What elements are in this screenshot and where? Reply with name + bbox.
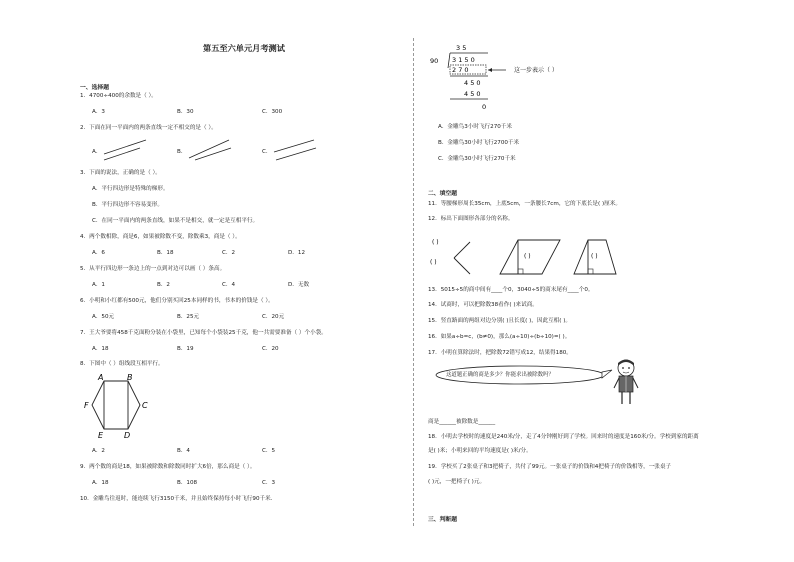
q6-option-b[interactable]: B．25元 <box>177 314 200 320</box>
q9-stem: 9．两个数的商是18，如果被除数和除数同时扩大6倍，那么商是（ ）。 <box>80 464 256 470</box>
q8-hexagon-figure <box>84 371 156 443</box>
q9-option-c[interactable]: C．3 <box>262 480 276 486</box>
q7-option-c[interactable]: C．20 <box>262 346 279 352</box>
q2-option-a[interactable]: A． <box>92 149 102 155</box>
q2-lines-a <box>100 136 150 162</box>
division-final: 0 <box>482 103 487 111</box>
q13-text: 13．5015÷5的商中间有____个0，3040÷5的商末尾有____个0。 <box>428 287 594 293</box>
q3-option-a[interactable]: A．平行四边形是特殊的梯形。 <box>92 186 169 192</box>
q2-stem: 2．下面在同一平面内的两条直线一定不相交的是（ ）。 <box>80 125 217 131</box>
q3-option-c[interactable]: C．在同一平面内的两条直线，如果不是相交，就一定是互相平行。 <box>92 218 259 224</box>
q4-stem: 4．两个数相除，商是6，如果被除数不变，除数乘3，商是（ ）。 <box>80 234 241 240</box>
q2-option-b[interactable]: B． <box>177 149 187 155</box>
q12-blank-4: ( ) <box>591 253 598 260</box>
q8-label-d: D <box>124 431 131 440</box>
q4-option-a[interactable]: A．6 <box>92 250 105 256</box>
q5-option-c[interactable]: C．4 <box>222 282 236 288</box>
q8-stem: 8．下图中（ ）组线段互相平行。 <box>80 361 164 367</box>
division-step2: 4 5 0 <box>464 90 481 98</box>
q19-line1: 19．学校买了2张桌子和3把椅子，共付了99元。一张桌子的价钱和4把椅子的价钱相等，一张桌子 <box>428 464 672 470</box>
q10-option-b[interactable]: B．金雕鸟30小时飞行2700千米 <box>438 140 520 146</box>
q3-option-b[interactable]: B．平行四边形不容易变形。 <box>92 202 163 208</box>
q10-option-a[interactable]: A．金雕鸟3小时飞行270千米 <box>438 124 513 130</box>
q2-lines-b <box>185 136 235 162</box>
q6-stem: 6．小明和小红都有500元，他们分别买回25本同样的书，书本的价钱是（ ）。 <box>80 298 274 304</box>
q15-text: 15．竖直路面的两组对边分别( )且长度( )，因此互相( )。 <box>428 318 572 324</box>
q18-line1: 18．小明去学校时的速度是240米/分，走了4分钟刚好到了学校。回来时的速度是160米/分。学校到家的距离 <box>428 434 699 440</box>
q5-stem: 5．从平行四边形一条边上的一点到对边可以画（ ）条高。 <box>80 266 226 272</box>
q1-option-a[interactable]: A．3 <box>92 109 105 115</box>
q9-option-b[interactable]: B．108 <box>177 480 198 486</box>
q2-lines-c <box>270 136 320 162</box>
q7-option-b[interactable]: B．19 <box>177 346 194 352</box>
section-judge-heading: 三、判断题 <box>428 517 457 523</box>
q8-label-c: C <box>142 401 148 410</box>
boy-illustration <box>612 358 640 406</box>
q16-text: 16．如果a÷b=c，(b≠0)，那么(a÷10)÷(b÷10)=( )。 <box>428 334 571 340</box>
section-choice-heading: 一、选择题 <box>80 85 109 91</box>
q19-line2: ( )元，一把椅子( )元。 <box>428 479 486 485</box>
division-dividend: 3 1 5 0 <box>452 56 475 64</box>
q11-text: 11．等腰梯形周长35cm，上底5cm，一条腰长7cm，它的下底长是( )厘米。 <box>428 201 621 207</box>
q12-text: 12．标出下面图形各部分的名称。 <box>428 216 514 222</box>
division-note: 这一步表示（ ） <box>514 67 558 74</box>
q12-blank-2: ( ) <box>430 259 437 266</box>
q5-option-d[interactable]: D．无数 <box>288 282 310 288</box>
q6-option-a[interactable]: A．50元 <box>92 314 115 320</box>
q9-option-a[interactable]: A．18 <box>92 480 109 486</box>
division-remainder1: 4 5 0 <box>464 79 481 87</box>
q18-line2: 是( )米；小明来回的平均速度是( )米/分。 <box>428 448 532 454</box>
q1-option-c[interactable]: C．300 <box>262 109 283 115</box>
division-divisor: 90 <box>430 57 439 65</box>
q17-bubble-text: 这道题正确的商是多少？你能求出被除数吗？ <box>446 372 554 378</box>
q5-option-a[interactable]: A．1 <box>92 282 105 288</box>
q2-option-c[interactable]: C． <box>262 149 272 155</box>
q8-label-b: B <box>127 373 133 382</box>
q12-figures <box>428 232 628 278</box>
q8-label-a: A <box>98 373 104 382</box>
q4-option-b[interactable]: B．18 <box>157 250 174 256</box>
q12-blank-1: ( ) <box>432 239 439 246</box>
q6-option-c[interactable]: C．20元 <box>262 314 285 320</box>
q14-text: 14．试商时，可以把除数38看作( )来试商。 <box>428 302 538 308</box>
q1-stem: 1．4700÷400的余数是（ ）。 <box>80 93 157 99</box>
q7-option-a[interactable]: A．18 <box>92 346 109 352</box>
q8-option-c[interactable]: C．5 <box>262 448 276 454</box>
q17-text: 17．小明在算除法时，把除数72错写成12，结果得180。 <box>428 350 572 356</box>
long-division-figure <box>428 40 598 120</box>
column-divider <box>413 38 414 526</box>
q8-label-e: E <box>98 431 104 440</box>
division-step1: 2 7 0 <box>452 66 469 74</box>
section-fill-heading: 二、填空题 <box>428 191 457 197</box>
q4-option-c[interactable]: C．2 <box>222 250 236 256</box>
q4-option-d[interactable]: D．12 <box>288 250 306 256</box>
division-quotient: 3 5 <box>456 44 467 52</box>
q10-option-c[interactable]: C．金雕鸟30小时飞行270千米 <box>438 156 516 162</box>
q3-stem: 3．下面的说法，正确的是（ ）。 <box>80 170 161 176</box>
q8-label-f: F <box>84 401 89 410</box>
q8-option-b[interactable]: B．4 <box>177 448 190 454</box>
q5-option-b[interactable]: B．2 <box>157 282 170 288</box>
q17-answer-line: 商是______被除数是______ <box>428 419 496 425</box>
q10-stem: 10．金雕鸟往返时，能连续飞行3150千米，并且始终保持每小时飞行90千米． <box>80 496 277 502</box>
q1-option-b[interactable]: B．30 <box>177 109 194 115</box>
q12-blank-3: ( ) <box>524 253 531 260</box>
page-title: 第五至六单元月考测试 <box>203 43 285 53</box>
q8-option-a[interactable]: A．2 <box>92 448 105 454</box>
q7-stem: 7．王大爷要将458千克面粉分装在小袋里，已知每个小袋装25千克，他一共需要准备（ ）个小袋。 <box>80 330 327 336</box>
